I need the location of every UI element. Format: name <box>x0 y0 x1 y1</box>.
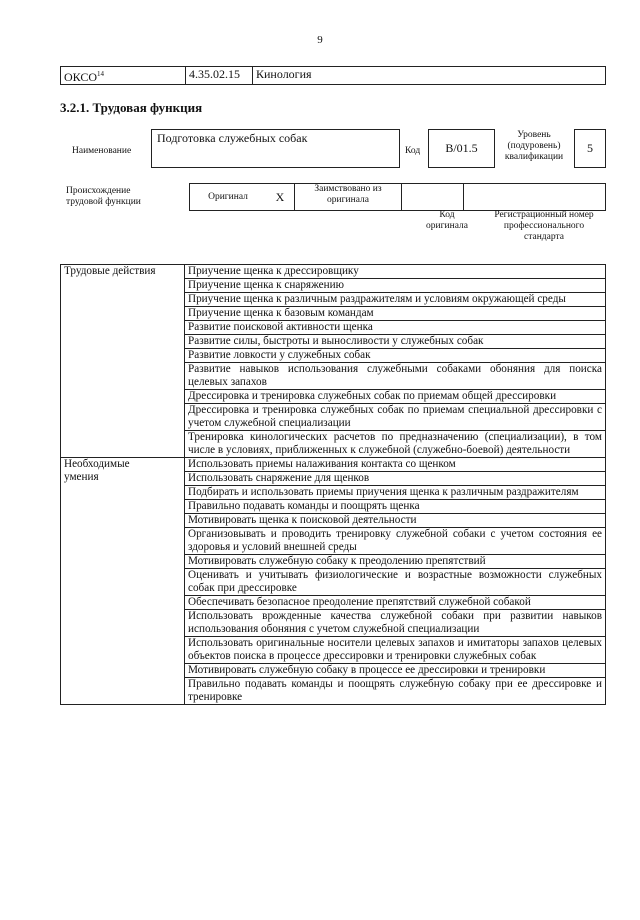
labor-action-item: Приучение щенка к снаряжению <box>185 279 606 293</box>
okso-code: 4.35.02.15 <box>186 67 253 85</box>
level-label-line2: (подуровень) <box>507 141 561 151</box>
origin-label <box>66 186 141 208</box>
okso-label-cell <box>61 67 186 85</box>
origin-label-line2: трудовой функции <box>66 197 141 207</box>
reg-caption-line2: профессионального <box>503 221 585 231</box>
labor-action-item: Развитие навыков использования служебными собаками обоняния для поиска целевых запахов <box>185 363 606 390</box>
skill-item: Мотивировать служебную собаку к преодолению препятствий <box>185 555 606 569</box>
labor-action-item: Приучение щенка к дрессировщику <box>185 265 606 279</box>
skill-item: Использовать оригинальные носители целевых запахов и имитаторы запахов целевых объектов поиска в процессе дрессировки и тренировки служебных собак <box>185 637 606 664</box>
reg-caption-line3: стандарта <box>524 232 564 242</box>
function-name: Подготовка служебных собак <box>157 131 308 145</box>
skills-label <box>61 458 185 705</box>
code-original-line1: Код <box>439 210 455 220</box>
labor-action-item: Приучение щенка к базовым командам <box>185 307 606 321</box>
skill-item: Использовать врожденные качества служебной собаки при развитии навыков использования обоняния с учетом служебной специализации <box>185 610 606 637</box>
reg-number-caption <box>480 210 608 243</box>
labor-action-item: Развитие ловкости у служебных собак <box>185 349 606 363</box>
code-original-line2: оригинала <box>426 221 468 231</box>
section-title: 3.2.1. Трудовая функция <box>60 100 203 115</box>
level-label <box>498 130 570 163</box>
skills-label-line1: Необходимые <box>64 458 130 470</box>
skill-item: Правильно подавать команды и поощрять щенка <box>185 500 606 514</box>
level-value: 5 <box>574 129 606 168</box>
skill-item: Мотивировать служебную собаку в процессе ее дрессировки и тренировки <box>185 664 606 678</box>
skill-item: Правильно подавать команды и поощрять служебную собаку при ее дрессировке и тренировке <box>185 678 606 705</box>
code-original-caption <box>420 210 474 232</box>
skill-item: Организовывать и проводить тренировку служебной собаки с учетом состояния ее здоровья и условий внешней среды <box>185 528 606 555</box>
borrowed-line2: оригинала <box>327 195 369 205</box>
reg-caption-line1: Регистрационный номер <box>494 210 594 220</box>
labor-action-item: Тренировка кинологических расчетов по предназначению (специализации), в том числе в условиях, приближенных к служебной (служебно-боевой) деятельности <box>185 431 606 458</box>
labor-action-item: Развитие силы, быстроты и выносливости у служебных собак <box>185 335 606 349</box>
name-label: Наименование <box>72 146 132 156</box>
origin-table <box>189 183 606 211</box>
level-label-line1: Уровень <box>517 130 551 140</box>
skill-item: Использовать снаряжение для щенков <box>185 472 606 486</box>
skill-item: Оценивать и учитывать физиологические и возрастные возможности служебных собак при дрессировке <box>185 569 606 596</box>
page-number: 9 <box>317 34 323 46</box>
okso-label: ОКСО <box>64 70 98 84</box>
code-label: Код <box>405 146 421 156</box>
labor-action-item: Приучение щенка к различным раздражителям и условиям окружающей среды <box>185 293 606 307</box>
original-mark: X <box>266 184 295 211</box>
function-code: B/01.5 <box>428 129 495 168</box>
function-name-box <box>151 129 400 168</box>
main-table <box>60 264 606 705</box>
okso-table <box>60 66 606 85</box>
labor-action-item: Дрессировка и тренировка служебных собак по приемам специальной дрессировки с учетом служебной специализации <box>185 404 606 431</box>
borrowed-line1: Заимствовано из <box>314 184 382 194</box>
okso-name: Кинология <box>253 67 606 85</box>
labor-action-item: Развитие поисковой активности щенка <box>185 321 606 335</box>
skill-item: Использовать приемы налаживания контакта со щенком <box>185 458 606 472</box>
okso-footnote: 14 <box>97 70 105 78</box>
skill-item: Обеспечивать безопасное преодоление препятствий служебной собакой <box>185 596 606 610</box>
labor-action-item: Дрессировка и тренировка служебных собак по приемам общей дрессировки <box>185 390 606 404</box>
borrowed-label <box>295 184 402 211</box>
labor-actions-label: Трудовые действия <box>61 265 185 458</box>
reg-number-cell <box>464 184 606 211</box>
level-label-line3: квалификации <box>504 152 564 162</box>
skill-item: Подбирать и использовать приемы приучения щенка к различным раздражителям <box>185 486 606 500</box>
original-code-cell <box>402 184 464 211</box>
skills-label-line2: умения <box>64 471 99 483</box>
original-label: Оригинал <box>190 184 267 211</box>
origin-label-line1: Происхождение <box>66 186 131 196</box>
skill-item: Мотивировать щенка к поисковой деятельности <box>185 514 606 528</box>
